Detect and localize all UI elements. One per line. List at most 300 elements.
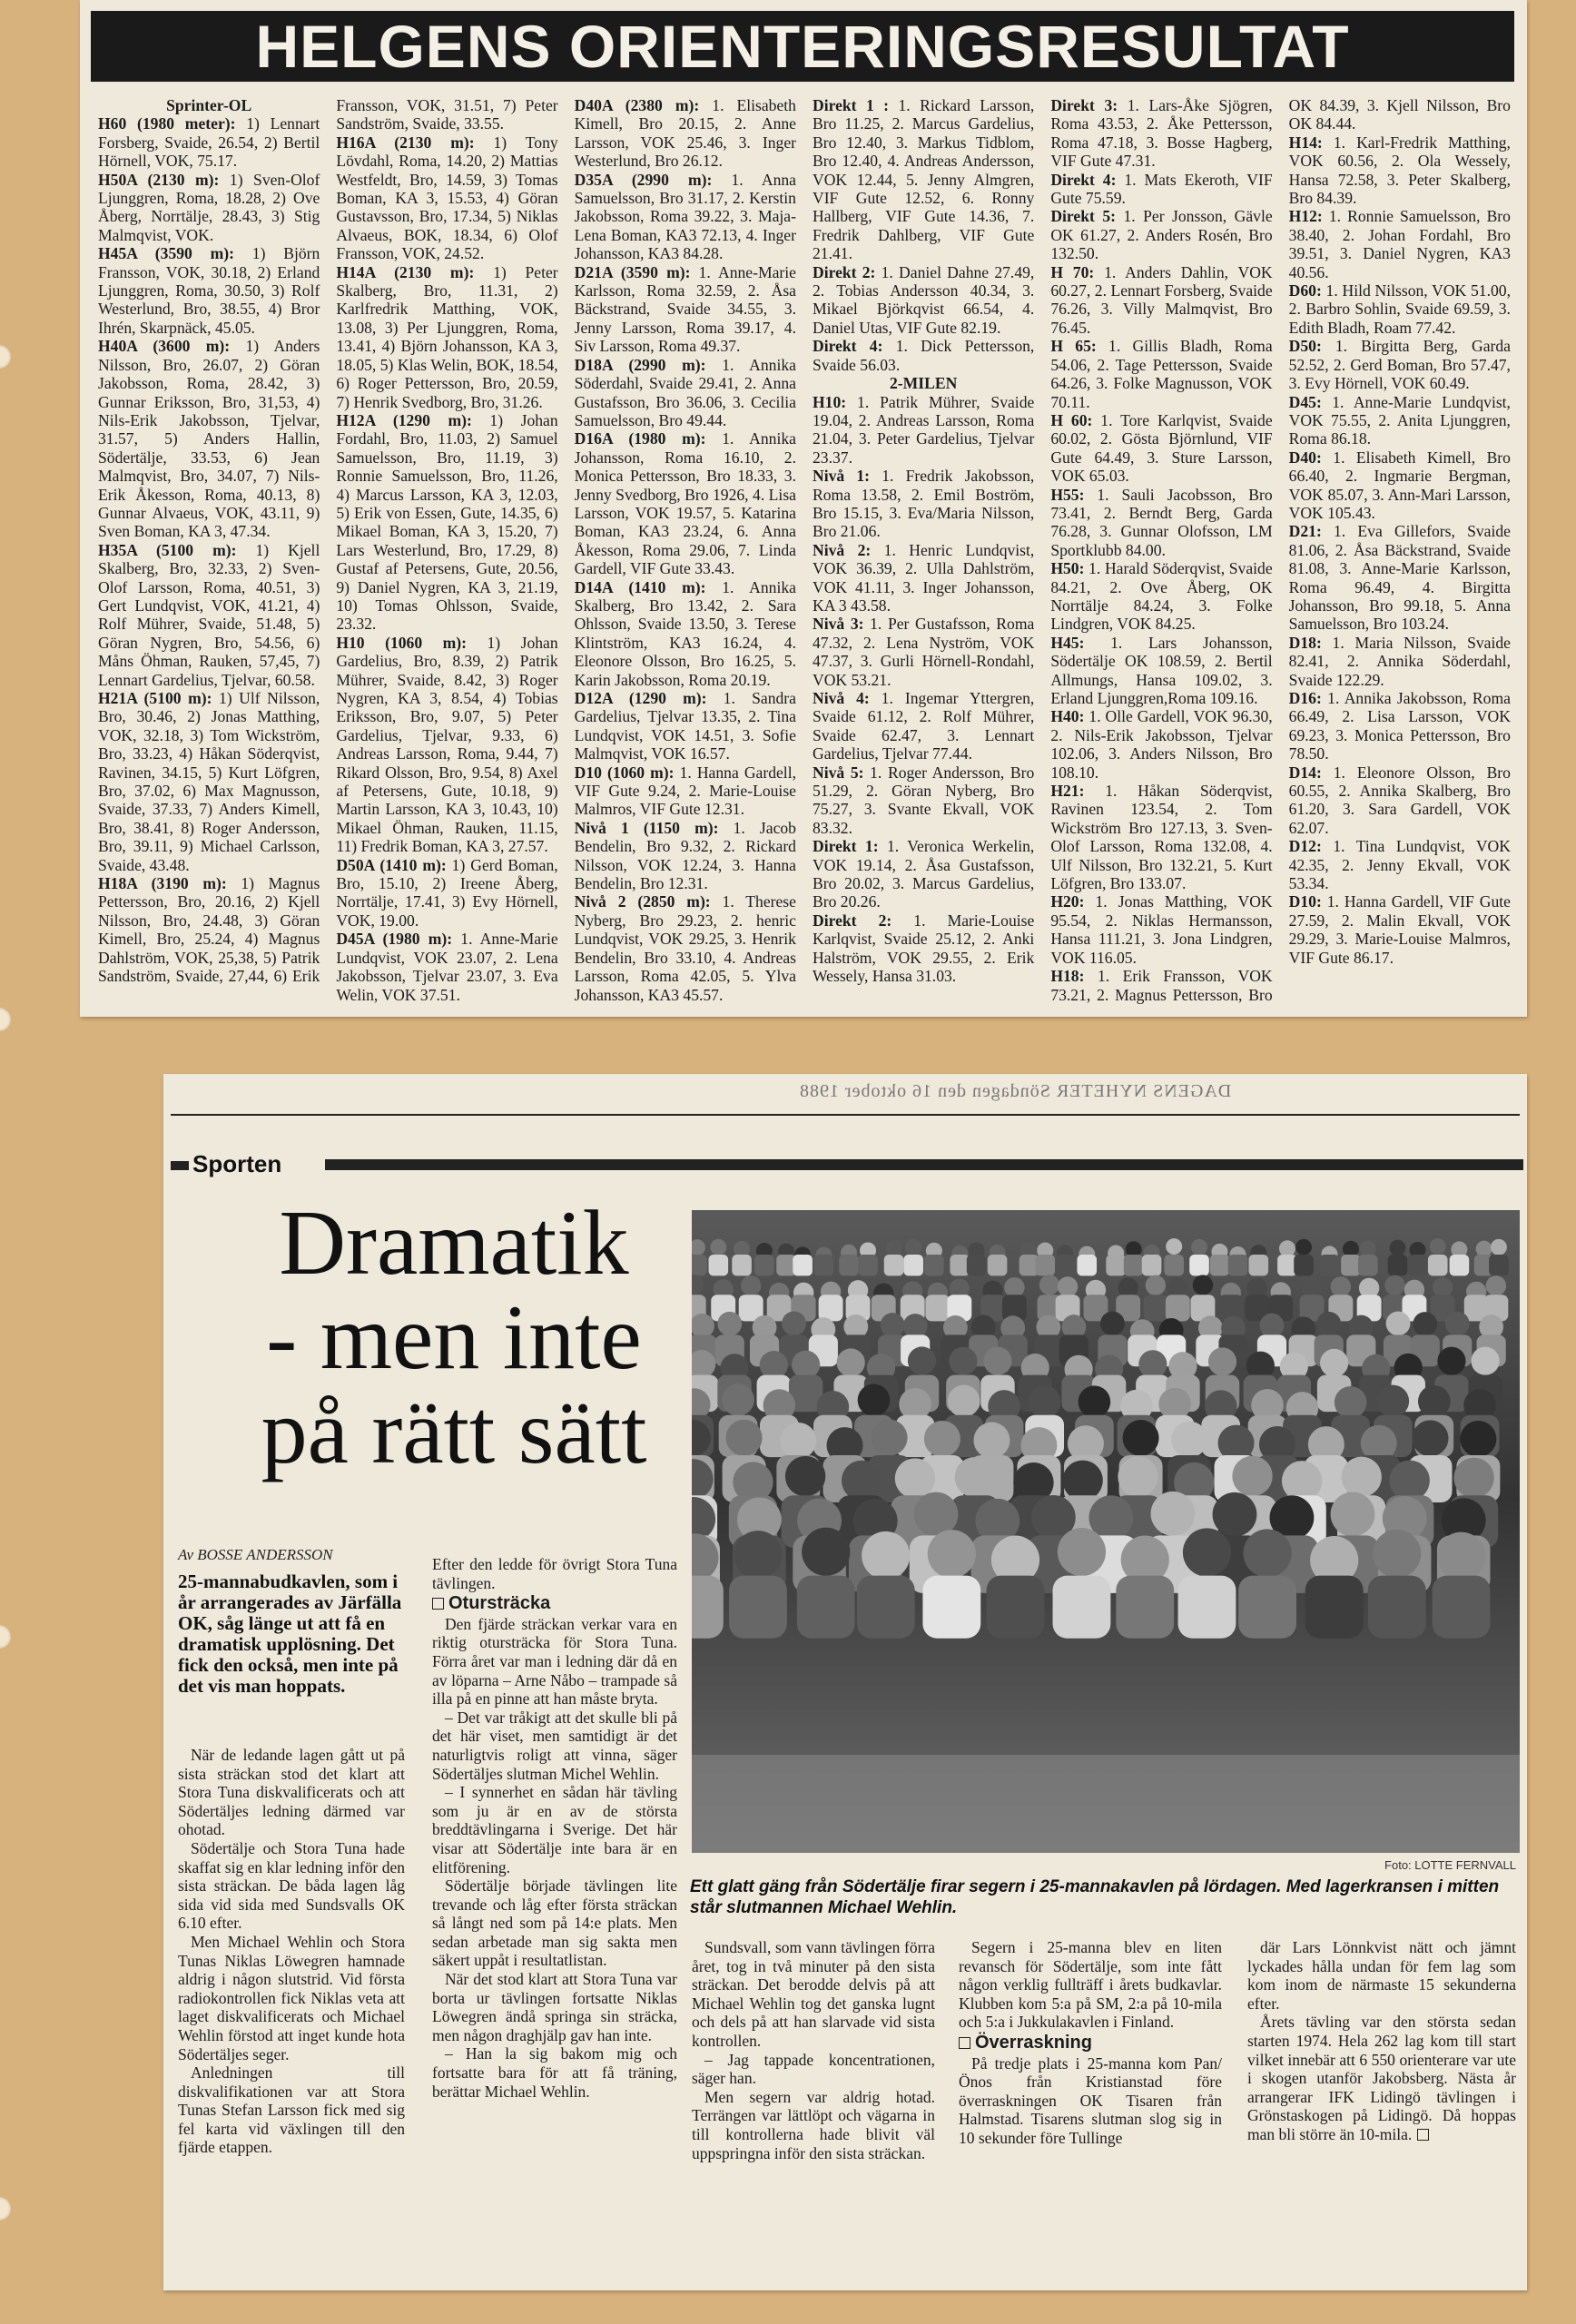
result-text: 1. Patrik Mührer, Svaide 19.04, 2. Andreas Larsson, Roma 21.04, 3. Peter Gardelius, Tjelvar 23.37. — [812, 392, 1035, 467]
result-text: 1. Annika Jakobsson, Roma 66.49, 2. Lisa Larsson, VOK 69.23, 3. Monica Pettersson, Bro 78.50. — [1288, 689, 1511, 763]
crowd-person — [1389, 1461, 1429, 1501]
crowd-person — [905, 1239, 921, 1256]
result-class-label: H 70: — [1050, 262, 1095, 281]
result-entry — [98, 244, 320, 337]
results-banner: HELGENS ORIENTERINGSRESULTAT — [91, 11, 1514, 82]
result-entry — [1050, 411, 1272, 486]
article-paragraph: Södertälje och Stora Tuna hade skaffat sig en klar ledning inför den sista sträckan. De båda lagen låg sida vid sida med Sundsvalls OK 6.10 efter. — [178, 1838, 405, 1933]
crowd-person-body — [903, 1255, 923, 1275]
result-entry — [575, 763, 796, 819]
team-photo — [692, 1210, 1520, 1853]
crowd-person-body — [1433, 1576, 1491, 1639]
result-class-label: D16: — [1288, 689, 1322, 707]
result-entry — [813, 615, 1034, 689]
result-entry — [336, 133, 557, 263]
crowd-person — [1151, 1492, 1196, 1536]
crowd-person — [1413, 1312, 1437, 1336]
section-bar-left — [171, 1161, 189, 1170]
result-text: 1. Ingemar Yttergren, Svaide 61.12, 2. Rolf Mührer, Svaide 62.47, 3. Lennart Gardelius, Tjelvar 77.44. — [812, 689, 1035, 763]
crowd-person — [780, 1423, 816, 1459]
crowd-person — [1386, 1311, 1411, 1335]
result-class-label: D18: — [1288, 633, 1322, 652]
result-text: 1. Mats Ekeroth, VIF Gute 75.59. — [1050, 170, 1273, 208]
crowd-person-body — [819, 1295, 843, 1321]
crowd-person-body — [1210, 1255, 1230, 1275]
result-text: 1. Jonas Matthing, VOK 95.54, 2. Niklas Hermansson, Hansa 111.21, 3. Jona Lindgren, VOK 116.05. — [1050, 892, 1273, 967]
result-class-label: H45: — [1050, 633, 1085, 652]
crowd-person-body — [839, 1255, 859, 1275]
crowd-photo-illustration — [692, 1210, 1520, 1853]
crowd-person — [1100, 1311, 1125, 1335]
crowd-person — [722, 1384, 754, 1416]
result-text: 1. Harald Söderqvist, Svaide 84.21, 2. Ove Åberg, OK Norrtälje 84.24, 3. Folke Lindgren, VOK 84.25. — [1050, 559, 1273, 634]
result-text: 1. Lars-Åke Sjögren, Roma 43.53, 2. Åke Pettersson, Roma 47.18, 3. Bosse Hagberg, VIF Gute 47.31. — [1050, 96, 1273, 171]
crowd-person — [983, 1347, 1011, 1375]
result-class-label: H60 (1980 meter): — [98, 114, 236, 133]
result-text: 1. Per Gustafsson, Roma 47.32, 2. Lena Nyström, VOK 47.37, 3. Gurli Hörnell-Rondahl, VOK 53.21. — [812, 615, 1035, 689]
result-entry — [575, 578, 796, 689]
result-text: 1. Hanna Gardell, VIF Gute 27.59, 2. Malin Ekvall, VOK 29.29, 3. Marie-Louise Malmros, VIF Gute 86.17. — [1288, 892, 1511, 967]
result-entry — [1050, 892, 1272, 967]
crowd-person-body — [1408, 1255, 1428, 1275]
result-class-label: D18A (2990 m): — [574, 355, 706, 374]
headline-line-3: på rätt sätt — [261, 1381, 647, 1483]
crowd-person-body — [922, 1576, 980, 1639]
result-text: 1. Birgitta Berg, Garda 52.52, 2. Gerd Boman, Bro 57.47, 3. Evy Hörnell, VOK 60.49. — [1288, 337, 1511, 393]
result-entry — [1050, 486, 1272, 560]
results-columns — [98, 96, 1511, 1009]
crowd-person — [1320, 1349, 1348, 1377]
article-paragraph: där Lars Lönnkvist nätt och jämnt lyckades hålla undan för fem lag som kom inom de närmaste 15 sekunderna efter. — [1247, 1938, 1516, 2013]
result-entry — [813, 911, 1034, 986]
crowd-person — [1360, 1240, 1376, 1256]
crowd-person — [1171, 1422, 1207, 1458]
crowd-person-body — [1341, 1255, 1361, 1275]
crowd-person — [1437, 1532, 1485, 1581]
result-class-label: Nivå 5: — [812, 763, 864, 782]
result-class-label: H10: — [812, 392, 847, 411]
crowd-person-body — [1248, 1255, 1268, 1275]
article-column-5 — [1247, 1938, 1516, 2144]
crowd-person-body — [1489, 1255, 1509, 1275]
crowd-person — [924, 1421, 960, 1457]
crowd-person-body — [1178, 1576, 1236, 1639]
result-text: 1. Annika Skalberg, Bro 13.42, 2. Sara Ohlsson, Svaide 13.50, 3. Terese Klintström, KA3 16.24, 4. Eleonore Olsson, Bro 16.25, 5. Karin Jakobsson, Roma 20.19. — [574, 577, 796, 689]
result-class-label: D12: — [1288, 837, 1322, 856]
article-paragraph: Södertälje började tävlingen lite trevande och låg efter första sträckan så långt ned som på 14:e plats. Men sedan arbetade man sig sakta men säkert uppåt i resultatlistan. — [432, 1876, 677, 1970]
result-entry — [336, 634, 557, 856]
result-class-label: D35A (2990 m): — [574, 170, 713, 189]
result-entry — [813, 467, 1034, 541]
crowd-person — [949, 1347, 977, 1375]
crowd-person — [760, 1351, 788, 1379]
article-paragraph: Sundsvall, som vann tävlingen förra året, tog in två minuter på den sista sträckan. Det berodde delvis på att Michael Wehlin tog det ganska lugnt och dels på att han slarvade vid sista kontrollen. — [692, 1938, 935, 2050]
result-text: 1. Eva Gillefors, Svaide 81.06, 2. Åsa Bäckstrand, Svaide 81.08, 3. Anne-Marie Karlsson, Roma 96.49, 4. Birgitta Johansson, Bro 99.18, 5. Anna Samuelsson, Bro 103.24. — [1288, 522, 1511, 634]
result-text: 1. Ronnie Samuelsson, Bro 38.40, 2. Johan Fordahl, Bro 39.51, 3. Daniel Nygren, KA3 40.56. — [1288, 207, 1511, 281]
crowd-person-body — [857, 1576, 915, 1639]
crowd-person — [1316, 1312, 1341, 1336]
punch-hole — [0, 2197, 11, 2221]
result-class-label: Nivå 1 (1150 m): — [574, 818, 719, 837]
result-class-label: Nivå 1: — [812, 467, 871, 486]
result-entry — [336, 263, 557, 411]
result-entry — [1050, 782, 1272, 892]
crowd-person — [1476, 1241, 1492, 1257]
crowd-person — [928, 1530, 976, 1578]
result-text: 1. Erik Fransson, VOK 73.21, 2. Magnus Pettersson, Bro OK 84.39, 3. Kjell Nilsson, Bro OK 84.44. — [1050, 96, 1511, 1004]
result-class-label: Direkt 1 : — [812, 96, 890, 114]
crowd-person-body — [1166, 1295, 1190, 1321]
crowd-person-body — [1368, 1576, 1426, 1639]
article-column-1 — [178, 1746, 405, 2157]
result-class-label: H10 (1060 m): — [336, 633, 467, 652]
crowd-person — [1445, 1312, 1470, 1336]
result-class-label: H 60: — [1050, 410, 1093, 429]
punch-hole — [0, 345, 11, 369]
result-text: 1) Ulf Nilsson, Bro, 30.46, 2) Jonas Matthing, VOK, 32.18, 3) Tom Wickström, Bro, 33.23, 4) Håkan Söderqvist, Ravinen, 34.15, 5) Kurt Löfgren, Bro, 37.02, 6) Max Magnusson, Svaide, 37.33, 7) Anders Kimell, Bro, 38.41, 8) Roger Andersson, Bro, 39.11, 9) Michael Carlsson, Svaide, 43.48. — [98, 689, 320, 874]
crowd-person — [1471, 1347, 1499, 1375]
headline-line-1: Dramatik — [279, 1192, 629, 1295]
crowd-person — [1295, 1239, 1312, 1256]
result-entry — [813, 837, 1034, 911]
crowd-person — [1232, 1456, 1272, 1496]
col4-subheading: Överraskning — [959, 2034, 1222, 2053]
crowd-person-body — [1124, 1255, 1144, 1275]
crowd-person-body — [1035, 1255, 1055, 1275]
crowd-person — [1166, 1238, 1182, 1255]
result-entry — [813, 337, 1034, 374]
crowd-person — [1079, 1385, 1111, 1418]
crowd-person-body — [988, 1255, 1008, 1275]
crowd-person-body — [924, 1255, 944, 1275]
crowd-person-body — [987, 1576, 1045, 1639]
crowd-person-body — [797, 1576, 855, 1639]
crowd-person — [802, 1528, 850, 1576]
crowd-person-body — [1294, 1255, 1314, 1275]
result-text: 1. Hanna Gardell, VIF Gute 9.24, 2. Marie-Louise Malmros, VIF Gute 12.31. — [574, 763, 796, 819]
result-entry — [813, 689, 1034, 763]
article-paragraph: Den fjärde sträckan verkar vara en riktig otursträcka för Stora Tuna. Förra året var man i ledning där då en av löparna – Arne Nåbo – trampade så illa på en pinne att han måste bryta. — [432, 1614, 677, 1709]
result-class-label: Direkt 3: — [1050, 96, 1118, 114]
result-class-label: Direkt 1: — [812, 837, 879, 856]
result-entry — [575, 263, 796, 356]
crowd-person-body — [1142, 1255, 1162, 1275]
result-class-label: H35A (5100 m): — [98, 540, 237, 559]
result-entry — [1289, 393, 1511, 448]
crowd-person-body — [1053, 1576, 1111, 1639]
crowd-person — [1384, 1275, 1404, 1295]
crowd-person-body — [1428, 1255, 1448, 1275]
result-class-label: Nivå 2 (2850 m): — [574, 892, 711, 911]
result-text: 1) Johan Gardelius, Bro, 8.39, 2) Patrik Mührer, Svaide, 8.42, 3) Roger Nygren, KA 3, 8.54, 4) Tobias Eriksson, Bro, 9.07, 5) Peter Gardelius, Tjelvar, 9.33, 6) Andreas Larsson, Roma, 9.44, 7) Rikard Olsson, Bro, 9.54, 8) Axel af Petersens, Gute, 10.18, 9) Martin Larsson, KA 3, 10.43, 10) Mikael Öhman, Rauken, 11.15, 11) Fredrik Boman, KA 3, 27.57. — [336, 633, 558, 856]
result-text: 1) Peter Skalberg, Bro, 11.31, 2) Karlfredrik Matthing, VOK, 13.08, 3) Per Ljunggren, Roma, 13.41, 4) Björn Johansson, KA 3, 18.05, 5) Klas Welin, BOK, 18.54, 6) Roger Pettersson, Bro, 20.59, 7) Henrik Svedborg, Bro, 31.26. — [336, 262, 558, 411]
result-text: 1. Olle Gardell, VOK 96.30, 2. Nils-Erik Jakobsson, Tjelvar 102.06, 3. Anders Nilsson, Bro 108.10. — [1050, 707, 1273, 782]
crowd-person — [908, 1346, 936, 1374]
photo-caption: Ett glatt gäng från Södertälje firar segern i 25-mannakavlen på lördagen. Med lagerkransen i mitten står slutmannen Michael Wehlin. — [690, 1877, 1500, 1917]
crowd-person-body — [1106, 1255, 1126, 1275]
result-text: 1. Maria Nilsson, Svaide 82.41, 2. Annika Söderdahl, Svaide 122.29. — [1288, 633, 1511, 689]
result-class-label: H40: — [1050, 707, 1085, 726]
article-paragraph: Men Michael Wehlin och Stora Tunas Niklas Löwegren hamnade aldrig i någon slutstrid. Vid första radiokontrollen fick Niklas veta att laget diskvalificerats och Michael Wehlin förstod att inget kunde hota Södertäljes seger. — [178, 1932, 405, 2063]
crowd-person — [1279, 1240, 1295, 1256]
result-entry — [98, 171, 320, 245]
crowd-person — [1123, 1420, 1159, 1456]
result-entry — [98, 541, 320, 689]
crowd-person — [1058, 1276, 1078, 1296]
section-bar-right — [325, 1159, 1523, 1170]
result-entry — [575, 96, 796, 171]
crowd-person-body — [1077, 1255, 1097, 1275]
results-section-title: 2-MILEN — [890, 374, 958, 393]
crowd-person — [1453, 1458, 1493, 1498]
result-text: 1. Marie-Louise Karlqvist, Svaide 25.12, 2. Anki Halström, VOK 29.55, 2. Erik Wessely, Hansa 31.03. — [812, 911, 1035, 986]
results-section-title: Sprinter-OL — [166, 96, 252, 114]
crowd-person — [1039, 1275, 1059, 1295]
crowd-person — [973, 1423, 1010, 1459]
article-paragraph: – I synnerhet en sådan här tävling som ju är en av de största breddtävlingarna i Sverige. Det här visar att Södertälje inte bara är en elitförening. — [432, 1783, 677, 1876]
result-class-label: H55: — [1050, 485, 1085, 504]
result-entry — [98, 689, 320, 874]
article-paragraph: När det stod klart att Stora Tuna var borta ur tävlingen fortsatte Niklas Löwegren ändå springa sin sträcka, men någon draghjälp gav han inte. — [432, 1970, 677, 2044]
result-text: 1. Henric Lundqvist, VOK 36.39, 2. Ulla Dahlström, VOK 41.11, 3. Inger Johansson, KA 3 43.58. — [812, 540, 1035, 615]
crowd-person — [1377, 1385, 1410, 1418]
crowd-person-body — [1189, 1255, 1209, 1275]
result-entry — [98, 114, 320, 170]
article-column-3 — [692, 1938, 935, 2162]
result-class-label: D14: — [1288, 763, 1322, 782]
result-class-label: D45: — [1288, 392, 1322, 411]
result-class-label: H40A (3600 m): — [98, 337, 231, 356]
crowd-person — [1282, 1461, 1322, 1501]
crowd-person-body — [884, 1255, 904, 1275]
col2-intro: Efter den ledde för övrigt Stora Tuna tävlingen. — [432, 1555, 677, 1592]
crowd-person — [1118, 1456, 1157, 1496]
col4-body-b — [959, 2054, 1222, 2148]
punch-hole — [0, 1008, 11, 1031]
result-text: 1) Magnus Pettersson, Bro, 20.16, 2) Kjell Nilsson, Bro, 24.48, 3) Göran Kimell, Bro, 25.24, 4) Magnus Dahlström, VOK, 25,38, 5) Patrik Sandström, Svaide, 27,44, 6) Erik Fransson, VOK, 31.51, 7) Peter Sandström, Svaide, 33.55. — [98, 96, 558, 986]
result-text: 1. Elisabeth Kimell, Bro 20.15, 2. Anne Larsson, VOK 25.46, 3. Inger Westerlund, Bro 26.12. — [574, 96, 796, 171]
result-class-label: Direkt 5: — [1050, 207, 1116, 226]
result-text: 1. Per Jonsson, Gävle OK 61.27, 2. Anders Rosén, Bro 132.50. — [1050, 207, 1273, 263]
result-class-label: Nivå 2: — [812, 540, 872, 559]
crowd-person — [1486, 1275, 1506, 1295]
result-class-label: D60: — [1288, 281, 1322, 300]
result-entry — [1289, 448, 1511, 523]
result-entry — [1050, 707, 1272, 782]
punch-hole — [0, 1625, 11, 1649]
crowd-person — [792, 1351, 820, 1379]
article-column-4 — [959, 1938, 1222, 2148]
crowd-person-body — [754, 1255, 774, 1275]
crowd-person — [881, 1313, 905, 1337]
crowd-person — [1138, 1350, 1167, 1378]
crowd-person — [1193, 1275, 1213, 1295]
crowd-person-body — [692, 1576, 724, 1639]
result-text: 1. Sauli Jacobsson, Bro 73.41, 2. Berndt Berg, Garda 76.28, 3. Gunnar Olofsson, LM Sportklubb 84.00. — [1050, 485, 1273, 559]
result-class-label: D40A (2380 m): — [574, 96, 700, 114]
result-text: 1. Anders Dahlin, VOK 60.27, 2. Lennart Forsberg, Svaide 76.26, 3. Villy Malmqvist, Bro 76.45. — [1050, 262, 1273, 337]
crowd-person-body — [1228, 1255, 1248, 1275]
section-label: Sporten — [192, 1150, 282, 1177]
result-entry — [813, 263, 1034, 338]
result-text: 1. Annika Söderdahl, Svaide 29.41, 2. Anna Gustafsson, Bro 36.06, 3. Cecilia Samuelsson, Bro 49.44. — [574, 355, 796, 429]
result-entry — [1050, 634, 1272, 708]
result-entry — [336, 930, 557, 1004]
headline — [200, 1192, 708, 1483]
result-entry — [1050, 337, 1272, 411]
result-entry — [813, 763, 1034, 838]
col4-body-a — [959, 1938, 1222, 2032]
crowd-person-body — [729, 1576, 787, 1639]
crowd-person — [1146, 1275, 1166, 1295]
result-entry — [1289, 207, 1511, 281]
result-class-label: D50: — [1288, 337, 1322, 356]
result-entry — [813, 96, 1034, 263]
box-bullet-icon — [432, 1598, 444, 1610]
results-clipping — [80, 0, 1527, 1017]
result-class-label: D21: — [1288, 522, 1322, 541]
result-class-label: Nivå 4: — [812, 689, 870, 707]
crowd-person — [1342, 1457, 1382, 1497]
crowd-person — [1331, 1492, 1375, 1537]
result-class-label: D16A (1980 m): — [574, 429, 706, 448]
result-text: 1. Dick Pettersson, Svaide 56.03. — [812, 337, 1035, 374]
result-text: 1. Tina Lundqvist, VOK 42.35, 2. Jenny Ekvall, VOK 53.34. — [1288, 837, 1511, 893]
article-paragraph: – Jag tappade koncentrationen, säger han. — [692, 2050, 935, 2088]
article-clipping — [163, 1074, 1527, 2290]
result-class-label: Nivå 3: — [812, 615, 864, 634]
article-paragraph: När de ledande lagen gått ut på sista sträckan stod det klart att Stora Tuna diskvalificerats och att Södertäljes ledning därmed var ohotad. — [178, 1746, 405, 1839]
result-text: 1) Lennart Forsberg, Svaide, 26.54, 2) Bertil Hörnell, VOK, 75.17. — [98, 114, 320, 171]
crowd-person — [734, 1531, 782, 1579]
crowd-person-body — [692, 1255, 707, 1275]
crowd-person — [955, 1457, 995, 1497]
result-class-label: H14A (2130 m): — [336, 262, 475, 281]
result-entry — [1050, 559, 1272, 634]
result-text: 1. Anne-Marie Lundqvist, VOK 23.07, 2. Lena Jakobsson, Tjelvar 23.07, 3. Eva Welin, VOK 37.51. — [336, 930, 558, 1004]
result-text: 1) Anders Nilsson, Bro, 26.07, 2) Göran Jakobsson, Roma, 28.42, 3) Gunnar Eriksson, Bro, 31,53, 4) Nils-Erik Jakobsson, Tjelvar, 31.57, 5) Anders Hallin, Södertälje, 33.53, 6) Jean Malmqvist, Bro, 34.07, 7) Nils-Erik Åkesson, Roma, 40.13, 8) Gunnar Alvaeus, VOK, 43.11, 9) Sven Boman, KA 3, 47.34. — [98, 337, 320, 541]
result-class-label: D40: — [1288, 448, 1322, 467]
box-bullet-icon — [959, 2037, 970, 2049]
result-entry — [1289, 281, 1511, 337]
crowd-person — [1335, 1386, 1367, 1419]
crowd-person — [914, 1492, 959, 1537]
crowd-person — [1418, 1385, 1451, 1418]
result-class-label: H12: — [1288, 207, 1323, 226]
result-entry — [1289, 133, 1511, 208]
result-entry — [575, 892, 796, 1003]
crowd-person-body — [1305, 1576, 1364, 1639]
crowd-person — [1208, 1347, 1236, 1375]
crowd-person — [1191, 1239, 1207, 1256]
result-entry — [575, 356, 796, 430]
crowd-person — [717, 1312, 742, 1336]
result-text: 1. Therese Nyberg, Bro 29.23, 2. henric Lundqvist, VOK 29.25, 3. Henrik Bendelin, Bro 33.10, 4. Andreas Larsson, Roma 42.05, 5. Ylva Johansson, KA3 45.57. — [574, 892, 796, 1004]
masthead-rule — [171, 1114, 1520, 1116]
crowd-person — [1430, 1238, 1446, 1255]
crowd-person — [1460, 1421, 1496, 1457]
result-text: 1. Anne-Marie Karlsson, Roma 32.59, 2. Åsa Bäckstrand, Svaide 34.55, 3. Jenny Larsson, Roma 39.17, 4. Siv Larsson, Roma 49.37. — [574, 262, 796, 356]
result-entry — [1289, 337, 1511, 392]
article-paragraph: På tredje plats i 25-manna kom Pan/Önos från Kristianstad före överraskningen OK Tisaren från Halmstad. Tisarens slutman slog sig in 10 sekunder före Tullinge — [959, 2053, 1222, 2147]
result-text: 1. Karl-Fredrik Matthing, VOK 60.56, 2. Ola Wessely, Hansa 72.58, 3. Peter Skalberg, Bro 84.39. — [1288, 133, 1511, 208]
crowd-person-body — [967, 1255, 987, 1275]
result-class-label: H14: — [1288, 133, 1323, 152]
result-text: 1. Gillis Bladh, Roma 54.06, 2. Tage Pettersson, Svaide 64.26, 3. Folke Magnusson, VOK 70.11. — [1050, 337, 1273, 411]
result-entry — [1050, 96, 1272, 171]
article-paragraph: Segern i 25-manna blev en liten revansch för Södertälje, som inte fått någon verklig fullträff i årets budkavlar. Klubben kom 5:a på SM, 2:a på 10-mila och 5:a i Jukkulakavlen i Finland. — [959, 1938, 1222, 2032]
result-text: 1. Eleonore Olsson, Bro 60.55, 2. Annika Skalberg, Bro 61.20, 3. Sara Gardell, VOK 62.07. — [1288, 763, 1511, 837]
result-entry — [1050, 207, 1272, 262]
result-class-label: H12A (1290 m): — [336, 410, 472, 429]
result-text: 1) Tony Lövdahl, Roma, 14.20, 2) Mattias Westfeldt, Bro, 14.59, 3) Tomas Boman, KA 3, 15.53, 4) Göran Gustavsson, Bro, 17.34, 5) Niklas Alvaeus, BOK, 18.34, 6) Olof Fransson, VOK, 24.52. — [336, 133, 558, 263]
crowd-person-body — [793, 1255, 813, 1275]
crowd-person — [872, 1420, 908, 1456]
result-text: 1. Roger Andersson, Bro 51.29, 2. Göran Nyberg, Bro 75.27, 3. Svante Ekvall, VOK 83.32. — [812, 763, 1035, 837]
crowd-person — [1491, 1239, 1507, 1256]
result-entry — [813, 541, 1034, 615]
result-text: 1. Rickard Larsson, Bro 11.25, 2. Marcus Gardelius, Bro 12.40, 3. Markus Tidblom, Bro 12.40, 4. Andreas Andersson, VOK 12.44, 5. Jenny Almgren, VIF Gute 12.52, 6. Ronny Hallberg, VIF Gute 14.36, 7. Fredrik Dahlberg, VIF Gute 21.41. — [812, 96, 1035, 263]
result-entry — [575, 689, 796, 763]
crowd-person — [1062, 1461, 1102, 1501]
result-entry — [1050, 263, 1272, 338]
crowd-person-body — [1320, 1255, 1340, 1275]
result-class-label: D14A (1410 m): — [574, 577, 706, 596]
crowd-person — [903, 1314, 928, 1338]
crowd-person — [948, 1384, 980, 1417]
result-entry — [1050, 171, 1272, 208]
result-class-label: D45A (1980 m): — [336, 930, 453, 949]
result-class-label: D12A (1290 m): — [574, 689, 707, 707]
crowd-person — [886, 1240, 902, 1256]
result-text: 1. Anne-Marie Lundqvist, VOK 75.55, 2. Anita Ljunggren, Roma 86.18. — [1288, 392, 1511, 448]
crowd-person — [1260, 1314, 1285, 1338]
result-text: 1. Annika Johansson, Roma 16.10, 2. Monica Pettersson, Bro 18.33, 3. Jenny Svedborg, Bro 1926, 4. Lisa Larsson, VOK 19.57, 5. Katarina Boman, KA3 23.24, 6. Anna Åkesson, Roma 29.06, 7. Linda Gardell, VIF Gute 33.43. — [574, 429, 796, 578]
crowd-person-body — [1388, 1255, 1408, 1275]
result-class-label: Direkt 2: — [812, 911, 892, 930]
crowd-person — [1412, 1420, 1448, 1456]
article-paragraph: Men segern var aldrig hotad. Terrängen var lättlöpt och vägarna in till kontrollerna hade blivit väl uppspringna inför den sista sträckan. — [692, 2087, 935, 2162]
result-text: 1. Elisabeth Kimell, Bro 66.40, 2. Ingmarie Bergman, VOK 85.07, 3. Ann-Mari Larsson, VOK 105.43. — [1288, 448, 1511, 522]
article-paragraph: – Han la sig bakom mig och fortsatte bara för att få träning, berättar Michael Wehlin. — [432, 2044, 677, 2101]
result-text: 1. Anna Samuelsson, Bro 31.17, 2. Kerstin Jakobsson, Roma 39.22, 3. Maja-Lena Boman, KA3 72.13, 4. Inger Johansson, KA3 84.28. — [574, 170, 796, 263]
result-text: 1) Björn Fransson, VOK, 30.18, 2) Erland Ljunggren, Roma, 30.50, 3) Rolf Westerlund, Bro, 38.55, 4) Bror Ihrén, Skarpnäck, 45.05. — [98, 244, 320, 337]
result-class-label: H45A (3590 m): — [98, 244, 235, 263]
crowd-person-body — [950, 1255, 970, 1275]
crowd-person — [782, 1311, 806, 1335]
result-class-label: D10 (1060 m): — [574, 763, 675, 782]
result-text: 1. Veronica Werkelin, VOK 19.14, 2. Åsa Gustafsson, Bro 20.02, 3. Marcus Gardelius, Bro 20.26. — [812, 837, 1035, 911]
result-text: 1. Lars Johansson, Södertälje OK 108.59, 2. Bertil Allmungs, Hansa 109.02, 3. Erland Ljunggren,Roma 109.16. — [1050, 633, 1273, 707]
result-class-label: H20: — [1050, 892, 1085, 911]
result-entry — [1289, 763, 1511, 838]
masthead-bleedthrough: DAGENS NYHETER Söndagen den 16 oktober 1988 — [799, 1081, 1232, 1101]
photo-credit: Foto: LOTTE FERNVALL — [1384, 1858, 1516, 1872]
crowd-person-body — [709, 1255, 729, 1275]
col2-body — [432, 1615, 677, 2101]
result-entry — [1289, 522, 1511, 633]
crowd-heads — [692, 1238, 1509, 1639]
result-class-label: Direkt 4: — [812, 337, 883, 356]
result-class-label: D21A (3590 m): — [574, 262, 691, 281]
crowd-person-body — [1358, 1255, 1378, 1275]
article-paragraph: Anledningen till diskvalifikationen var att Stora Tunas Stefan Larsson fick med sig fel karta vid växlingen till den fjärde etappen. — [178, 2063, 405, 2157]
result-text: 1. Tore Karlqvist, Svaide 60.02, 2. Gösta Björnlund, VIF Gute 64.49, 3. Sture Larsson, VOK 65.03. — [1050, 410, 1273, 486]
crowd-person-body — [858, 1255, 878, 1275]
result-entry — [1289, 634, 1511, 689]
result-class-label: H21: — [1050, 782, 1085, 801]
result-class-label: H 65: — [1050, 337, 1097, 356]
